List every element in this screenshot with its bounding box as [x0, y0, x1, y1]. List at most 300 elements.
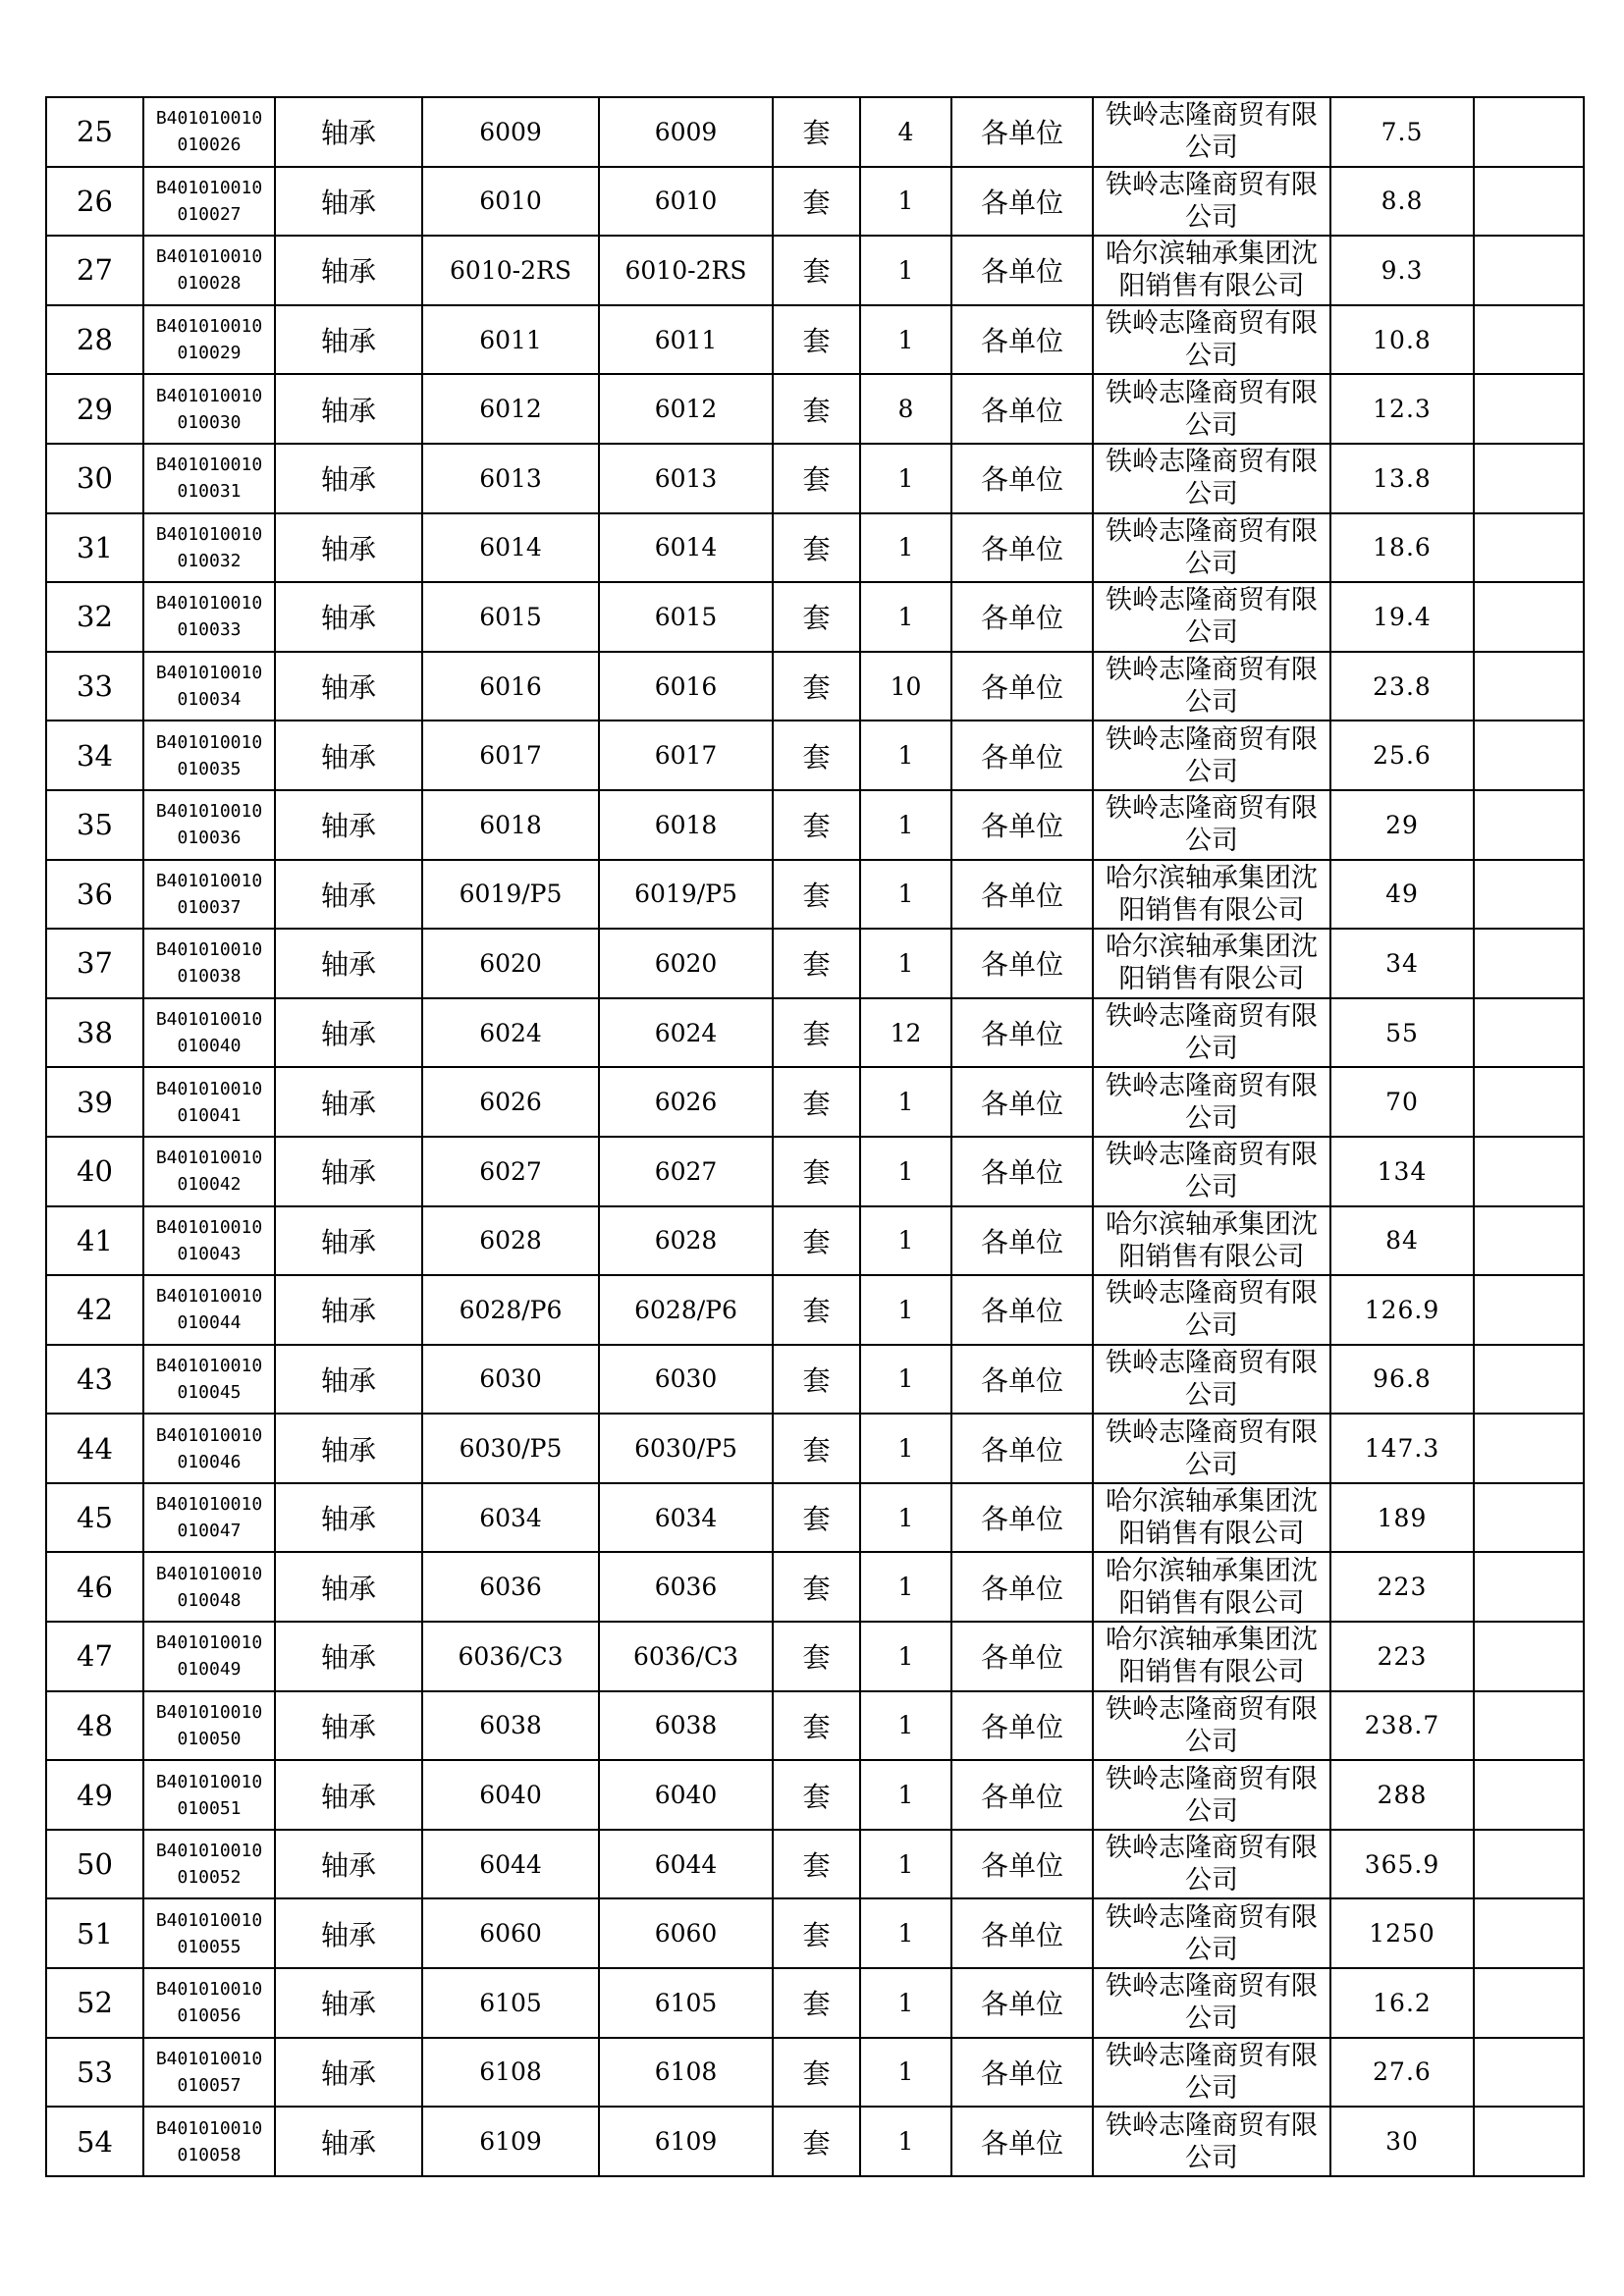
table-row: [46, 721, 1584, 790]
table-row: [46, 374, 1584, 444]
item-code-cell: [143, 374, 275, 444]
supplier-cell: [1093, 1898, 1330, 1968]
table-row: [46, 1760, 1584, 1830]
quantity-cell: 1: [860, 721, 951, 790]
price-cell: 23.8: [1330, 652, 1474, 721]
item-code-line: 010032: [177, 550, 242, 571]
price-cell: 147.3: [1330, 1414, 1474, 1483]
item-code-cell: [143, 1345, 275, 1415]
row-number-cell: 50: [46, 1830, 143, 1899]
supplier-line: 公司: [1185, 133, 1238, 164]
row-number-cell: 33: [46, 652, 143, 721]
unit-cell: 套: [773, 97, 860, 167]
item-code-line: B401010010: [155, 1216, 263, 1238]
item-code-line: B401010010: [155, 1563, 263, 1584]
model-cell: 6020: [422, 929, 599, 998]
model-cell: 6034: [422, 1483, 599, 1553]
table-row: [46, 1137, 1584, 1206]
quantity-cell: 1: [860, 1137, 951, 1206]
price-cell: 29: [1330, 790, 1474, 860]
unit-cell: 套: [773, 1483, 860, 1553]
table-row: [46, 1483, 1584, 1553]
supplier-cell: [1093, 929, 1330, 998]
department-cell: 各单位: [951, 1898, 1093, 1968]
item-name-cell: 轴承: [275, 305, 422, 375]
item-code-cell: [143, 1691, 275, 1761]
item-code-line: 010029: [177, 343, 242, 364]
supplier-line: 公司: [1185, 1379, 1238, 1411]
department-cell: 各单位: [951, 97, 1093, 167]
supplier-line: 铁岭志隆商贸有限: [1106, 1763, 1318, 1794]
supplier-line: 阳销售有限公司: [1118, 1241, 1305, 1272]
item-code-line: 010036: [177, 828, 242, 849]
row-number-cell: 30: [46, 444, 143, 513]
unit-cell: 套: [773, 1206, 860, 1276]
spec-cell: 6030/P5: [599, 1414, 773, 1483]
item-name-cell: 轴承: [275, 1691, 422, 1761]
row-number-cell: 47: [46, 1622, 143, 1691]
unit-cell: 套: [773, 721, 860, 790]
supplier-line: 铁岭志隆商贸有限: [1106, 585, 1318, 616]
remark-cell: [1474, 1830, 1584, 1899]
supplier-cell: [1093, 2038, 1330, 2108]
model-cell: 6012: [422, 374, 599, 444]
row-number-cell: 44: [46, 1414, 143, 1483]
quantity-cell: 1: [860, 167, 951, 237]
remark-cell: [1474, 513, 1584, 583]
model-cell: 6017: [422, 721, 599, 790]
item-code-cell: [143, 652, 275, 721]
item-code-cell: [143, 444, 275, 513]
spec-cell: 6016: [599, 652, 773, 721]
supplier-line: 铁岭志隆商贸有限: [1106, 1693, 1318, 1725]
remark-cell: [1474, 236, 1584, 305]
row-number-cell: 45: [46, 1483, 143, 1553]
supplier-cell: [1093, 1345, 1330, 1415]
supplier-cell: [1093, 97, 1330, 167]
item-name-cell: 轴承: [275, 444, 422, 513]
supplier-line: 阳销售有限公司: [1118, 964, 1305, 995]
supplier-line: 公司: [1185, 1172, 1238, 1203]
item-code-line: 010045: [177, 1381, 242, 1403]
item-code-line: B401010010: [155, 385, 263, 406]
spec-cell: 6105: [599, 1968, 773, 2038]
spec-cell: 6019/P5: [599, 860, 773, 930]
remark-cell: [1474, 582, 1584, 652]
supplier-line: 公司: [1185, 2142, 1238, 2173]
item-code-line: B401010010: [155, 663, 263, 684]
spec-cell: 6036/C3: [599, 1622, 773, 1691]
quantity-cell: 1: [860, 1414, 951, 1483]
quantity-cell: 1: [860, 1622, 951, 1691]
supplier-cell: [1093, 1483, 1330, 1553]
model-cell: 6038: [422, 1691, 599, 1761]
quantity-cell: 1: [860, 1760, 951, 1830]
item-code-cell: [143, 1760, 275, 1830]
item-code-line: 010030: [177, 411, 242, 433]
spec-cell: 6038: [599, 1691, 773, 1761]
quantity-cell: 1: [860, 1067, 951, 1137]
supplier-line: 公司: [1185, 617, 1238, 649]
supplier-cell: [1093, 721, 1330, 790]
item-code-line: B401010010: [155, 108, 263, 130]
item-code-cell: [143, 1483, 275, 1553]
model-cell: 6010: [422, 167, 599, 237]
quantity-cell: 1: [860, 305, 951, 375]
supplier-line: 铁岭志隆商贸有限: [1106, 447, 1318, 478]
item-code-line: B401010010: [155, 939, 263, 961]
price-cell: 70: [1330, 1067, 1474, 1137]
quantity-cell: 1: [860, 1968, 951, 2038]
table-row: [46, 790, 1584, 860]
quantity-cell: 1: [860, 1691, 951, 1761]
quantity-cell: 1: [860, 2038, 951, 2108]
remark-cell: [1474, 374, 1584, 444]
model-cell: 6036/C3: [422, 1622, 599, 1691]
item-code-cell: [143, 1968, 275, 2038]
table-row: [46, 929, 1584, 998]
item-name-cell: 轴承: [275, 1760, 422, 1830]
row-number-cell: 28: [46, 305, 143, 375]
item-code-line: B401010010: [155, 1494, 263, 1516]
item-code-cell: [143, 1622, 275, 1691]
row-number-cell: 53: [46, 2038, 143, 2108]
item-name-cell: 轴承: [275, 1137, 422, 1206]
row-number-cell: 36: [46, 860, 143, 930]
model-cell: 6013: [422, 444, 599, 513]
unit-cell: 套: [773, 1622, 860, 1691]
item-name-cell: 轴承: [275, 1067, 422, 1137]
quantity-cell: 1: [860, 1483, 951, 1553]
department-cell: 各单位: [951, 236, 1093, 305]
quantity-cell: 1: [860, 929, 951, 998]
item-name-cell: 轴承: [275, 929, 422, 998]
item-name-cell: 轴承: [275, 1206, 422, 1276]
spec-cell: 6015: [599, 582, 773, 652]
remark-cell: [1474, 2107, 1584, 2176]
department-cell: 各单位: [951, 790, 1093, 860]
item-name-cell: 轴承: [275, 167, 422, 237]
item-code-cell: [143, 1830, 275, 1899]
table-row: [46, 1552, 1584, 1622]
item-name-cell: 轴承: [275, 1968, 422, 2038]
item-code-line: 010051: [177, 1797, 242, 1819]
supplier-line: 公司: [1185, 687, 1238, 719]
item-name-cell: 轴承: [275, 1830, 422, 1899]
department-cell: 各单位: [951, 374, 1093, 444]
remark-cell: [1474, 1275, 1584, 1345]
model-cell: 6040: [422, 1760, 599, 1830]
price-cell: 25.6: [1330, 721, 1474, 790]
spec-cell: 6018: [599, 790, 773, 860]
supplier-cell: [1093, 1275, 1330, 1345]
supplier-line: 哈尔滨轴承集团沈: [1106, 1208, 1318, 1240]
item-name-cell: 轴承: [275, 860, 422, 930]
remark-cell: [1474, 167, 1584, 237]
supplier-cell: [1093, 1414, 1330, 1483]
model-cell: 6014: [422, 513, 599, 583]
supplier-line: 公司: [1185, 756, 1238, 787]
remark-cell: [1474, 790, 1584, 860]
item-name-cell: 轴承: [275, 2107, 422, 2176]
item-name-cell: 轴承: [275, 652, 422, 721]
supplier-line: 公司: [1185, 826, 1238, 857]
supplier-line: 公司: [1185, 409, 1238, 441]
supplier-line: 公司: [1185, 1034, 1238, 1065]
table-row: [46, 1345, 1584, 1415]
row-number-cell: 51: [46, 1898, 143, 1968]
quantity-cell: 1: [860, 513, 951, 583]
unit-cell: 套: [773, 860, 860, 930]
model-cell: 6015: [422, 582, 599, 652]
remark-cell: [1474, 444, 1584, 513]
supplier-line: 阳销售有限公司: [1118, 271, 1305, 302]
item-name-cell: 轴承: [275, 1552, 422, 1622]
supplier-line: 铁岭志隆商贸有限: [1106, 1416, 1318, 1448]
row-number-cell: 34: [46, 721, 143, 790]
item-code-line: 010052: [177, 1867, 242, 1889]
item-name-cell: 轴承: [275, 790, 422, 860]
spec-cell: 6030: [599, 1345, 773, 1415]
item-code-line: 010028: [177, 273, 242, 294]
item-code-line: B401010010: [155, 1148, 263, 1169]
table-row: [46, 2107, 1584, 2176]
table-row: [46, 1206, 1584, 1276]
remark-cell: [1474, 1968, 1584, 2038]
supplier-line: 公司: [1185, 1726, 1238, 1757]
supplier-cell: [1093, 1622, 1330, 1691]
quantity-cell: 1: [860, 236, 951, 305]
item-code-line: 010027: [177, 203, 242, 225]
item-code-cell: [143, 721, 275, 790]
quantity-cell: 1: [860, 582, 951, 652]
supplier-line: 哈尔滨轴承集团沈: [1106, 932, 1318, 963]
supplier-line: 铁岭志隆商贸有限: [1106, 515, 1318, 547]
quantity-cell: 4: [860, 97, 951, 167]
item-code-line: B401010010: [155, 801, 263, 823]
item-code-cell: [143, 1067, 275, 1137]
supplier-cell: [1093, 167, 1330, 237]
department-cell: 各单位: [951, 1414, 1093, 1483]
supplier-line: 公司: [1185, 548, 1238, 579]
price-cell: 288: [1330, 1760, 1474, 1830]
department-cell: 各单位: [951, 1622, 1093, 1691]
item-code-cell: [143, 1414, 275, 1483]
unit-cell: 套: [773, 1898, 860, 1968]
remark-cell: [1474, 1345, 1584, 1415]
quantity-cell: 1: [860, 2107, 951, 2176]
item-code-line: 010031: [177, 481, 242, 503]
department-cell: 各单位: [951, 1067, 1093, 1137]
supplier-line: 铁岭志隆商贸有限: [1106, 1070, 1318, 1101]
remark-cell: [1474, 1067, 1584, 1137]
row-number-cell: 46: [46, 1552, 143, 1622]
supplier-cell: [1093, 513, 1330, 583]
supplier-line: 铁岭志隆商贸有限: [1106, 100, 1318, 132]
supplier-line: 铁岭志隆商贸有限: [1106, 1278, 1318, 1309]
department-cell: 各单位: [951, 2107, 1093, 2176]
spec-cell: 6028/P6: [599, 1275, 773, 1345]
unit-cell: 套: [773, 1137, 860, 1206]
unit-cell: 套: [773, 444, 860, 513]
department-cell: 各单位: [951, 721, 1093, 790]
quantity-cell: 8: [860, 374, 951, 444]
department-cell: 各单位: [951, 1968, 1093, 2038]
unit-cell: 套: [773, 790, 860, 860]
item-name-cell: 轴承: [275, 236, 422, 305]
department-cell: 各单位: [951, 1483, 1093, 1553]
price-cell: 96.8: [1330, 1345, 1474, 1415]
department-cell: 各单位: [951, 1760, 1093, 1830]
row-number-cell: 27: [46, 236, 143, 305]
supplier-cell: [1093, 1206, 1330, 1276]
quantity-cell: 1: [860, 444, 951, 513]
item-code-cell: [143, 97, 275, 167]
supplier-line: 公司: [1185, 1449, 1238, 1480]
department-cell: 各单位: [951, 1345, 1093, 1415]
spec-cell: 6060: [599, 1898, 773, 1968]
supplier-cell: [1093, 1067, 1330, 1137]
model-cell: 6026: [422, 1067, 599, 1137]
item-code-line: 010038: [177, 966, 242, 988]
model-cell: 6036: [422, 1552, 599, 1622]
remark-cell: [1474, 929, 1584, 998]
price-cell: 12.3: [1330, 374, 1474, 444]
supplier-line: 公司: [1185, 1934, 1238, 1965]
item-code-line: B401010010: [155, 731, 263, 753]
item-code-line: B401010010: [155, 246, 263, 268]
item-code-line: 010043: [177, 1243, 242, 1264]
supplier-line: 公司: [1185, 1102, 1238, 1134]
remark-cell: [1474, 721, 1584, 790]
remark-cell: [1474, 1760, 1584, 1830]
model-cell: 6019/P5: [422, 860, 599, 930]
spec-cell: 6020: [599, 929, 773, 998]
unit-cell: 套: [773, 1414, 860, 1483]
remark-cell: [1474, 1206, 1584, 1276]
table-row: [46, 1275, 1584, 1345]
price-cell: 84: [1330, 1206, 1474, 1276]
model-cell: 6028/P6: [422, 1275, 599, 1345]
price-cell: 8.8: [1330, 167, 1474, 237]
supplier-line: 铁岭志隆商贸有限: [1106, 2109, 1318, 2141]
row-number-cell: 54: [46, 2107, 143, 2176]
item-code-line: B401010010: [155, 870, 263, 891]
department-cell: 各单位: [951, 1206, 1093, 1276]
remark-cell: [1474, 1691, 1584, 1761]
supplier-line: 哈尔滨轴承集团沈: [1106, 1486, 1318, 1518]
item-code-line: B401010010: [155, 2048, 263, 2069]
price-cell: 18.6: [1330, 513, 1474, 583]
model-cell: 6016: [422, 652, 599, 721]
department-cell: 各单位: [951, 2038, 1093, 2108]
supplier-line: 公司: [1185, 1865, 1238, 1896]
item-code-line: 010040: [177, 1036, 242, 1057]
spec-cell: 6010: [599, 167, 773, 237]
price-cell: 27.6: [1330, 2038, 1474, 2108]
department-cell: 各单位: [951, 1275, 1093, 1345]
supplier-line: 阳销售有限公司: [1118, 1587, 1305, 1619]
spec-cell: 6108: [599, 2038, 773, 2108]
item-name-cell: 轴承: [275, 1275, 422, 1345]
table-row: [46, 1622, 1584, 1691]
unit-cell: 套: [773, 1067, 860, 1137]
price-cell: 7.5: [1330, 97, 1474, 167]
supplier-cell: [1093, 444, 1330, 513]
item-name-cell: 轴承: [275, 998, 422, 1068]
unit-cell: 套: [773, 1691, 860, 1761]
item-code-line: B401010010: [155, 1632, 263, 1654]
parts-table: [45, 96, 1585, 2177]
item-name-cell: 轴承: [275, 2038, 422, 2108]
supplier-cell: [1093, 652, 1330, 721]
row-number-cell: 29: [46, 374, 143, 444]
model-cell: 6060: [422, 1898, 599, 1968]
spec-cell: 6024: [599, 998, 773, 1068]
table-row: [46, 582, 1584, 652]
department-cell: 各单位: [951, 305, 1093, 375]
model-cell: 6024: [422, 998, 599, 1068]
unit-cell: 套: [773, 998, 860, 1068]
row-number-cell: 32: [46, 582, 143, 652]
price-cell: 10.8: [1330, 305, 1474, 375]
item-name-cell: 轴承: [275, 721, 422, 790]
remark-cell: [1474, 97, 1584, 167]
supplier-line: 哈尔滨轴承集团沈: [1106, 1625, 1318, 1656]
department-cell: 各单位: [951, 444, 1093, 513]
price-cell: 9.3: [1330, 236, 1474, 305]
unit-cell: 套: [773, 1552, 860, 1622]
supplier-cell: [1093, 790, 1330, 860]
spec-cell: 6014: [599, 513, 773, 583]
supplier-line: 铁岭志隆商贸有限: [1106, 1971, 1318, 2002]
item-name-cell: 轴承: [275, 1622, 422, 1691]
quantity-cell: 1: [860, 1830, 951, 1899]
table-row: [46, 1414, 1584, 1483]
remark-cell: [1474, 860, 1584, 930]
price-cell: 49: [1330, 860, 1474, 930]
table-row: [46, 1067, 1584, 1137]
remark-cell: [1474, 1898, 1584, 1968]
item-code-line: B401010010: [155, 1355, 263, 1376]
spec-cell: 6040: [599, 1760, 773, 1830]
model-cell: 6108: [422, 2038, 599, 2108]
remark-cell: [1474, 1483, 1584, 1553]
price-cell: 365.9: [1330, 1830, 1474, 1899]
department-cell: 各单位: [951, 582, 1093, 652]
supplier-line: 公司: [1185, 341, 1238, 372]
supplier-line: 公司: [1185, 201, 1238, 233]
item-code-line: B401010010: [155, 2117, 263, 2139]
row-number-cell: 39: [46, 1067, 143, 1137]
row-number-cell: 26: [46, 167, 143, 237]
item-code-cell: [143, 513, 275, 583]
department-cell: 各单位: [951, 929, 1093, 998]
supplier-line: 公司: [1185, 1310, 1238, 1342]
item-code-line: 010055: [177, 1936, 242, 1957]
item-code-line: 010035: [177, 758, 242, 779]
item-code-cell: [143, 1275, 275, 1345]
supplier-cell: [1093, 1968, 1330, 2038]
price-cell: 16.2: [1330, 1968, 1474, 2038]
table-row: [46, 513, 1584, 583]
supplier-line: 公司: [1185, 1795, 1238, 1827]
unit-cell: 套: [773, 1275, 860, 1345]
remark-cell: [1474, 1414, 1584, 1483]
unit-cell: 套: [773, 582, 860, 652]
model-cell: 6010-2RS: [422, 236, 599, 305]
supplier-line: 铁岭志隆商贸有限: [1106, 308, 1318, 340]
